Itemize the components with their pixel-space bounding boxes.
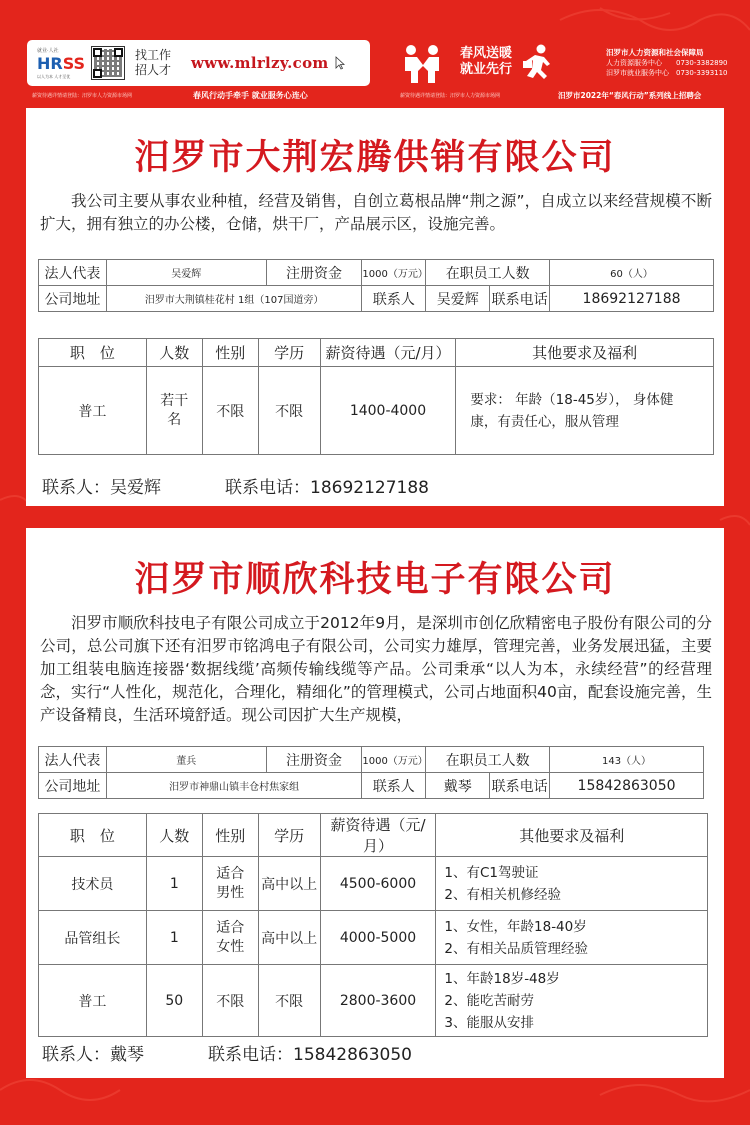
job-salary: 2800-3600 [320,965,436,1037]
job-position: 普工 [39,965,147,1037]
contact-phone: 15842863050 [293,1045,412,1065]
contact-value: 戴琴 [426,773,490,799]
capital-value: 1000（万元） [362,260,426,286]
job-count: 1 [146,857,202,911]
contact-person-label: 联系人： [42,478,110,498]
job-requirements [436,857,708,911]
job-requirement-line: 3、能服从安排 [444,1014,535,1031]
job-education: 不限 [258,965,320,1037]
header-caption-right: 薪资待遇详情请登陆：汨罗市人力资源市场网 [400,93,501,99]
col-requirements: 其他要求及福利 [436,814,708,857]
job-requirements [436,911,708,965]
jobs-header-row [39,339,714,367]
contact-label: 联系人 [362,773,426,799]
hrss-logo-top: 就业·人社 [37,48,59,54]
spring-slogan-line1: 春风送暖 [459,46,512,61]
find-job-line1: 找工作 [135,48,172,62]
website-url-link[interactable]: www.mlrlzy.com [191,54,329,72]
bureau-info [606,48,728,78]
address-value: 汨罗市大荆镇桂花村 1组（107国道旁） [106,286,362,312]
service1-name: 人力资源服务中心 [606,59,662,67]
qr-code-icon [91,46,125,80]
contact-line [42,1040,412,1065]
col-count: 人数 [146,814,202,857]
col-education: 学历 [258,339,320,367]
contact-person-label: 联系人： [42,1045,110,1065]
spring-slogan [451,46,521,78]
contact-line [42,473,429,498]
header-right-banner [393,42,750,92]
find-job-text [135,48,183,78]
staff-value: 143（人） [550,747,704,773]
phone-label: 联系电话 [490,286,550,312]
job-gender: 适合男性 [202,857,258,911]
capital-label: 注册资金 [266,747,362,773]
header-left-banner [27,40,370,86]
job-count: 50 [146,965,202,1037]
company-card-1 [26,108,724,506]
job-education: 不限 [258,367,320,455]
company-intro: 汨罗市顺欣科技电子有限公司成立于2012年9月，是深圳市创亿欣精密电子股份有限公司的分公司，总公司旗下还有汨罗市铭鸿电子有限公司，公司实力雄厚，管理完善，业务发展迅猛，主要加工组装电脑连接器‘数据线缆’高频传输线缆等产品。公司秉承“以人为本，永续经营”的经营理念，实行“人性化，规范化，合理化，精细化”的管理模式，公司占地面积40亩，配套设施完善，生产设备精良，生活环境舒适。现公司因扩大生产规模， [40,614,712,724]
handshake-people-icon [401,44,443,84]
col-count: 人数 [146,339,202,367]
job-requirement-line: 2、有相关机修经验 [444,886,562,903]
legal-label: 法人代表 [39,747,107,773]
header-slogan-right: 汨罗市2022年“春风行动”系列线上招聘会 [558,91,702,100]
job-requirement-line: 1、年龄18岁-48岁 [444,970,560,987]
job-requirement-line: 1、有C1驾驶证 [444,864,539,881]
contact-phone-label: 联系电话： [208,1045,293,1065]
col-gender: 性别 [202,814,258,857]
job-salary: 4500-6000 [320,857,436,911]
company-info-table [38,746,704,799]
table-row [39,965,708,1037]
contact-value: 吴爱辉 [426,286,490,312]
company-intro: 我公司主要从事农业种植，经营及销售，自创立葛根品牌“荆之源”，自成立以来经营规模不断扩大，拥有独立的办公楼，仓储，烘干厂，产品展示区，设施完善。 [40,192,712,233]
job-position: 普工 [39,367,147,455]
col-position: 职 位 [39,339,147,367]
job-position: 技术员 [39,857,147,911]
phone-value: 15842863050 [550,773,704,799]
hrss-logo-text [37,54,85,73]
col-salary: 薪资待遇（元/月） [320,339,456,367]
legal-label: 法人代表 [39,260,107,286]
table-row [39,911,708,965]
staff-label: 在职员工人数 [426,747,550,773]
service2-phone: 0730-3393110 [676,69,728,77]
service-line-1 [606,58,728,68]
hrss-logo [37,45,85,81]
job-requirements: 要求： 年龄（18-45岁）， 身体健康，有责任心，服从管理 [456,367,714,455]
bureau-name: 汨罗市人力资源和社会保障局 [606,48,704,57]
table-row [39,857,708,911]
service1-phone: 0730-3382890 [676,59,728,67]
job-requirement-line: 2、有相关品质管理经验 [444,940,589,957]
address-label: 公司地址 [39,773,107,799]
phone-label: 联系电话 [490,773,550,799]
staff-value: 60（人） [550,260,714,286]
job-gender: 不限 [202,965,258,1037]
company-info-table [38,259,714,312]
address-value: 汨罗市神鼎山镇丰仓村焦家组 [106,773,361,799]
contact-person: 戴琴 [110,1045,144,1065]
cursor-icon [335,56,345,70]
company-title: 汨罗市大荆宏腾供销有限公司 [134,138,616,178]
job-education: 高中以上 [258,911,320,965]
contact-label: 联系人 [362,286,426,312]
address-label: 公司地址 [39,286,107,312]
capital-label: 注册资金 [266,260,362,286]
col-gender: 性别 [202,339,258,367]
company-title: 汨罗市顺欣科技电子有限公司 [134,560,616,600]
service-line-2 [606,68,728,78]
find-job-line2: 招人才 [135,63,172,77]
phone-value: 18692127188 [550,286,714,312]
job-requirement-line: 2、能吃苦耐劳 [444,992,535,1009]
header-caption-left: 薪资待遇详情请登陆：汨罗市人力资源市场网 [32,93,133,99]
hrss-logo-hr: HR [37,54,63,73]
info-row-2 [39,286,714,312]
job-salary: 4000-5000 [320,911,436,965]
job-count: 1 [146,911,202,965]
jobs-table [38,813,708,1037]
info-row-1 [39,260,714,286]
table-row [39,367,714,455]
col-education: 学历 [258,814,320,857]
col-position: 职 位 [39,814,147,857]
jobs-header-row [39,814,708,857]
info-row-1 [39,747,704,773]
contact-phone-label: 联系电话： [225,478,310,498]
job-gender: 不限 [202,367,258,455]
header-slogan-left: 春风行动手牵手 就业服务心连心 [193,91,308,100]
runner-icon [521,44,555,82]
job-requirement-line: 1、女性，年龄18-40岁 [444,918,587,935]
job-position: 品管组长 [39,911,147,965]
hrss-logo-ss: SS [62,54,86,73]
col-salary: 薪资待遇（元/月） [320,814,436,857]
col-requirements: 其他要求及福利 [456,339,714,367]
company-card-2 [26,528,724,1078]
contact-person: 吴爱辉 [110,478,161,498]
staff-label: 在职员工人数 [426,260,550,286]
service2-name: 汨罗市就业服务中心 [606,69,669,77]
job-requirements [436,965,708,1037]
contact-phone: 18692127188 [310,478,429,498]
hrss-logo-sub: 以人为本 人才至优 [37,74,71,79]
capital-value: 1000（万元） [362,747,426,773]
legal-value: 董兵 [106,747,266,773]
job-education: 高中以上 [258,857,320,911]
spring-slogan-line2: 就业先行 [459,62,512,77]
info-row-2 [39,773,704,799]
job-gender: 适合女性 [202,911,258,965]
job-salary: 1400-4000 [320,367,456,455]
legal-value: 吴爱辉 [106,260,266,286]
jobs-table [38,338,714,455]
job-count: 若干名 [146,367,202,455]
